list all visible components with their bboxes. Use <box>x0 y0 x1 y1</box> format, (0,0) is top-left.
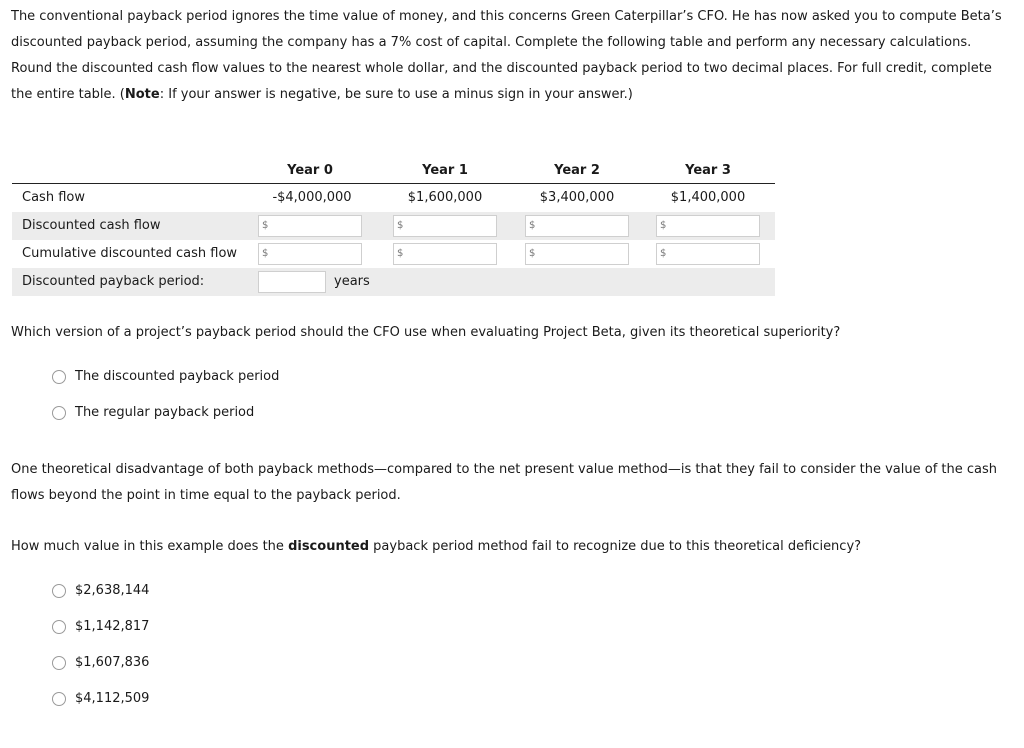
dollar-sign: $ <box>397 220 404 231</box>
question-text-pre: How much value in this example does the <box>11 539 289 554</box>
cumulative-cash-flow-year-0-input[interactable] <box>258 243 362 265</box>
option-label: The discounted payback period <box>75 369 280 384</box>
radio-button[interactable] <box>52 370 66 384</box>
header-year-1: Year 1 <box>422 163 468 178</box>
option-label: $1,142,817 <box>75 619 150 634</box>
discounted-payback-period-input[interactable] <box>258 271 326 293</box>
cumulative-cash-flow-year-2-input[interactable] <box>525 243 629 265</box>
header-year-2: Year 2 <box>554 163 600 178</box>
radio-button[interactable] <box>52 584 66 598</box>
years-unit-label: years <box>334 274 370 289</box>
header-year-0: Year 0 <box>287 163 333 178</box>
dollar-sign: $ <box>660 220 667 231</box>
instructions <box>11 4 1011 108</box>
cumulative-cash-flow-year-1-input[interactable] <box>393 243 497 265</box>
discounted-payback-period-label: Discounted payback period: <box>22 274 205 289</box>
dollar-sign: $ <box>262 220 269 231</box>
discounted-cash-flow-year-3-input[interactable] <box>656 215 760 237</box>
discounted-cash-flow-year-0-input[interactable] <box>258 215 362 237</box>
instructions-text: The conventional payback period ignores the time value of money, and this concerns Green Caterpillar’s CFO. He has now asked you to compute Beta’s discounted payback period, assuming the company has a 7% cost of capital. Complete the following table and perform any necessary calculations. Round the discounted cash flow values to the nearest whole dollar, and the discounted payback period to two decimal places. For full credit, complete the entire table. ( <box>11 9 1002 102</box>
cumulative-discounted-cash-flow-label: Cumulative discounted cash flow <box>22 246 238 261</box>
table-row-discounted-cash-flow <box>12 212 775 240</box>
cash-flow-label: Cash flow <box>22 190 85 205</box>
question-text-post: payback period method fail to recognize due to this theoretical deficiency? <box>369 539 862 554</box>
dollar-sign: $ <box>262 248 269 259</box>
radio-button[interactable] <box>52 692 66 706</box>
cash-flow-year-0: -$4,000,000 <box>272 190 352 205</box>
radio-button[interactable] <box>52 620 66 634</box>
dollar-sign: $ <box>529 248 536 259</box>
table-row-cash-flow <box>12 184 775 212</box>
dollar-sign: $ <box>529 220 536 231</box>
cash-flow-year-2: $3,400,000 <box>539 190 615 205</box>
cumulative-cash-flow-year-3-input[interactable] <box>656 243 760 265</box>
option-label: $1,607,836 <box>75 655 150 670</box>
payback-disadvantage-statement: One theoretical disadvantage of both payback methods—compared to the net present value method—is that they fail to consider the value of the cash flows beyond the point in time equal to the payback period. <box>11 462 998 503</box>
question-payback-version: Which version of a project’s payback period should the CFO use when evaluating Project Beta, given its theoretical superiority? <box>11 325 841 340</box>
radio-button[interactable] <box>52 406 66 420</box>
option-label: $2,638,144 <box>75 583 150 598</box>
table-header-row <box>12 157 775 184</box>
cash-flow-year-3: $1,400,000 <box>670 190 746 205</box>
cash-flow-year-1: $1,600,000 <box>407 190 483 205</box>
dollar-sign: $ <box>660 248 667 259</box>
option-label: $4,112,509 <box>75 691 150 706</box>
table-row-discounted-payback-period <box>12 268 775 296</box>
radio-button[interactable] <box>52 656 66 670</box>
dollar-sign: $ <box>397 248 404 259</box>
discounted-cash-flow-year-1-input[interactable] <box>393 215 497 237</box>
question-text-bold: discounted <box>288 539 370 554</box>
instructions-note: : If your answer is negative, be sure to use a minus sign in your answer.) <box>159 87 633 102</box>
option-label: The regular payback period <box>75 405 255 420</box>
discounted-cash-flow-year-2-input[interactable] <box>525 215 629 237</box>
header-year-3: Year 3 <box>685 163 731 178</box>
table-row-cumulative-discounted-cash-flow <box>12 240 775 268</box>
discounted-cash-flow-label: Discounted cash flow <box>22 218 161 233</box>
note-label: Note <box>124 87 160 102</box>
question-unrecognized-value <box>11 534 1011 560</box>
